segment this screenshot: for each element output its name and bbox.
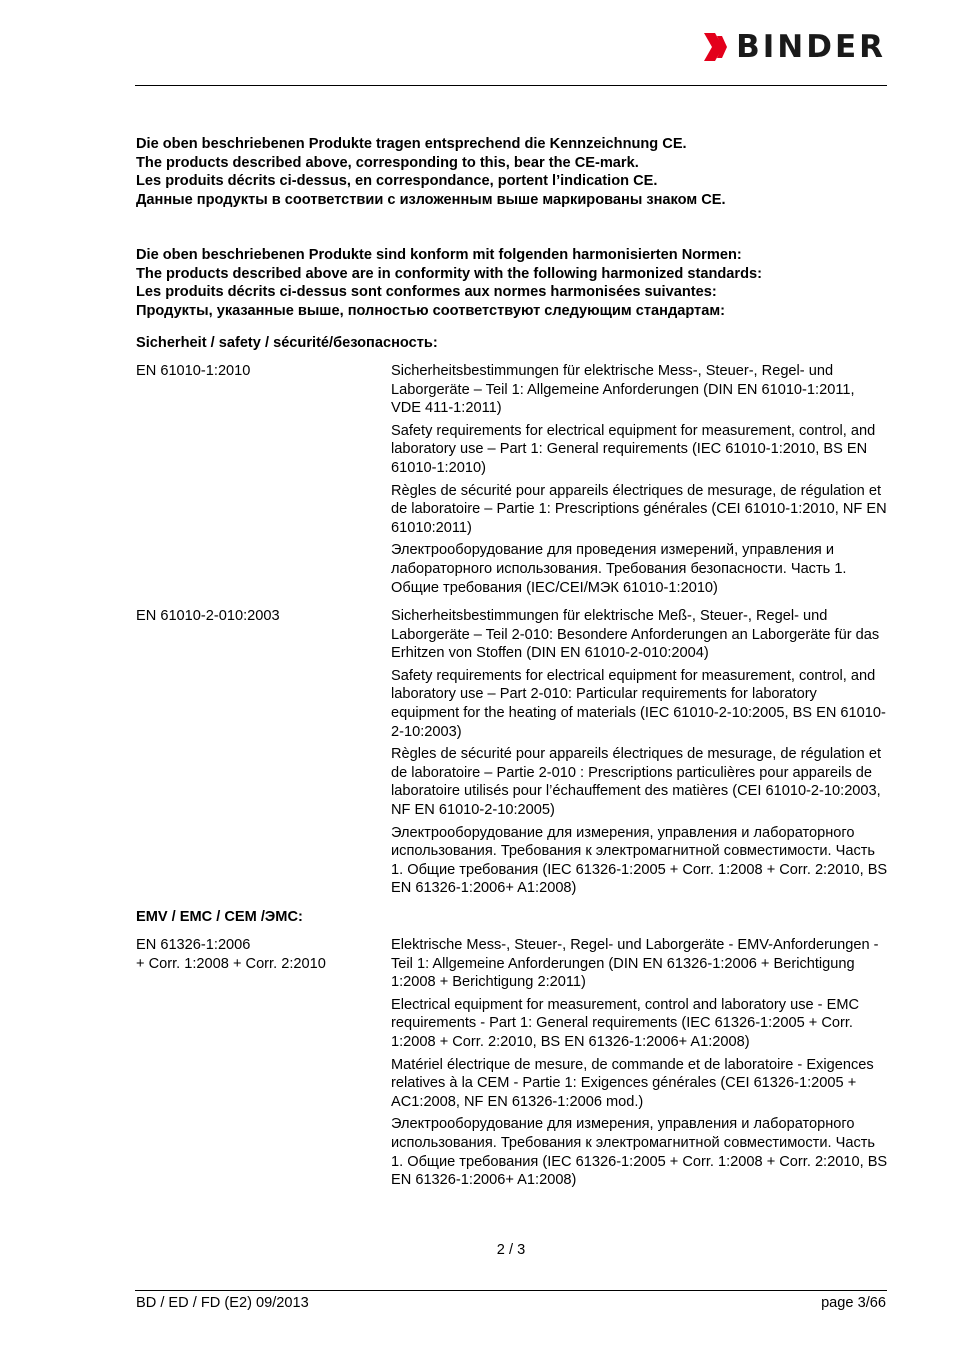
standard-descriptions <box>391 607 888 902</box>
description-fr: Matériel électrique de mesure, de commande et de laboratoire - Exigences relatives à la CEM - Partie 1: Exigences générales (CEI 61326-1:2005 + AC1:2008, NF EN 61326-1:2006 mod.) <box>391 1056 874 1110</box>
ce-line: The products described above, corresponding to this, bear the CE-mark. <box>136 154 639 171</box>
emc-heading: EMV / EMC / CEM /ЭМС: <box>136 909 303 925</box>
description-en: Safety requirements for electrical equipment for measurement, control, and laboratory use – Part 1: General requirements (IEC 61010-1:2010, BS EN 61010-1:2010) <box>391 422 876 476</box>
ce-line: Les produits décrits ci-dessus, en correspondance, portent l’indication CE. <box>136 173 658 190</box>
standard-code-line: + Corr. 1:2008 + Corr. 2:2010 <box>136 955 326 972</box>
ce-line: Данные продукты в соответствии с изложенным выше маркированы знаком CE. <box>136 191 726 208</box>
binder-logo <box>704 28 886 66</box>
description-fr: Règles de sécurité pour appareils électriques de mesurage, de régulation et de laboratoire – Partie 1: Prescriptions générales (CEI 61010-1:2010, NF EN 61010:2011) <box>391 482 887 536</box>
conformity-line: The products described above are in conformity with the following harmonized standards: <box>136 265 762 282</box>
footer-rule <box>135 1290 887 1291</box>
conformity-statement <box>136 246 888 320</box>
document-page-number: 2 / 3 <box>496 1242 526 1258</box>
description-ru: Электрооборудование для измерения, управления и лабораторного использования. Требования к электромагнитной совместимости. Часть 1. Общие требования (IEC 61326-1:2005 + Corr. 1:2008 + Corr. 2:2010, BS EN 61326-1:2006+ A1:2008) <box>391 824 888 897</box>
standard-code <box>136 936 386 973</box>
conformity-line: Die oben beschriebenen Produkte sind konform mit folgenden harmonisierten Normen: <box>136 247 742 263</box>
description-de: Sicherheitsbestimmungen für elektrische Mess-, Steuer-, Regel- und Laborgeräte – Teil 1: Allgemeine Anforderungen (DIN EN 61010-1:2011, VDE 411-1:2011) <box>391 363 855 417</box>
conformity-line: Продукты, указанные выше, полностью соответствуют следующим стандартам: <box>136 302 725 319</box>
header-rule <box>135 85 887 86</box>
description-de: Sicherheitsbestimmungen für elektrische Meß-, Steuer-, Regel- und Laborgeräte – Teil 2-010: Besondere Anforderungen an Laborgeräte für das Erhitzen von Stoffen (DIN EN 61010-2-010:2004) <box>391 608 880 662</box>
description-ru: Электрооборудование для проведения измерений, управления и лабораторного использования. Требования безопасности. Часть 1. Общие требования (IEC/CEI/МЭК 61010-1:2010) <box>391 542 847 596</box>
brand-name: BINDER <box>736 28 886 65</box>
standard-descriptions <box>391 936 888 1194</box>
safety-heading: Sicherheit / safety / sécurité/безопасность: <box>136 335 438 351</box>
conformity-line: Les produits décrits ci-dessus sont conformes aux normes harmonisées suivantes: <box>136 284 717 301</box>
ce-marking-statement <box>136 135 888 209</box>
standard-descriptions <box>391 362 888 601</box>
binder-logo-mark-icon <box>704 30 730 64</box>
standard-code: EN 61010-2-010:2003 <box>136 608 280 624</box>
description-fr: Règles de sécurité pour appareils électriques de mesurage, de régulation et de laboratoire – Partie 2-010 : Prescriptions particulières pour appareils de laboratoire utilisés pour l’échauffement des matières (CEI 61010-2-10:2003, NF EN 61010-2-10:2005) <box>391 746 881 818</box>
footer-document-id: BD / ED / FD (E2) 09/2013 <box>136 1295 309 1311</box>
description-ru: Электрооборудование для измерения, управления и лабораторного использования. Требования к электромагнитной совместимости. Часть 1. Общие требования (IEC 61326-1:2005 + Corr. 1:2008 + Corr. 2:2010, BS EN 61326-1:2006+ A1:2008) <box>391 1116 888 1189</box>
standard-code: EN 61010-1:2010 <box>136 363 251 379</box>
footer-page-number: page 3/66 <box>821 1295 886 1311</box>
description-en: Safety requirements for electrical equipment for measurement, control, and laboratory use – Part 2-010: Particular requirements for laboratory equipment for the heating of materials (IEC 61010-2-10:2005, BS EN 61010-2-10:2003) <box>391 667 886 740</box>
standard-code-line: EN 61326-1:2006 <box>136 937 251 953</box>
ce-line: Die oben beschriebenen Produkte tragen entsprechend die Kennzeichnung CE. <box>136 136 687 152</box>
description-de: Elektrische Mess-, Steuer-, Regel- und Laborgeräte - EMV-Anforderungen - Teil 1: Allgemeine Anforderungen (DIN EN 61326-1:2006 + Berichtigung 1:2008 + Berichtigung 2:2011) <box>391 937 879 991</box>
description-en: Electrical equipment for measurement, control and laboratory use - EMC requirements - Part 1: General requirements (IEC 61326-1:2005 + Corr. 1:2008 + Corr. 2:2010, BS EN 61326-1:2006+ A1:2008) <box>391 996 860 1050</box>
